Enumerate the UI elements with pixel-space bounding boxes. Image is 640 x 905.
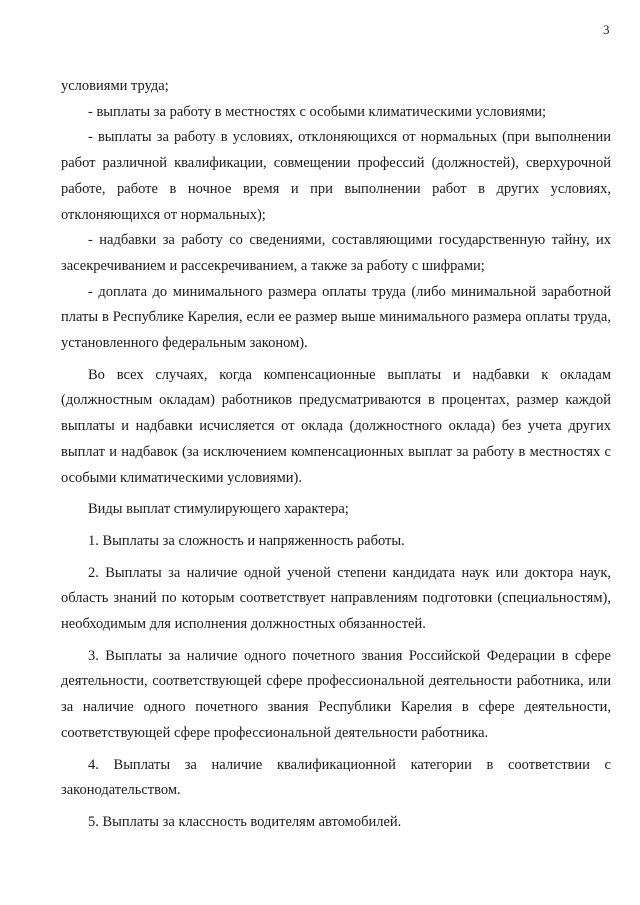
paragraph-stimulus-heading: Виды выплат стимулирующего характера;	[88, 501, 349, 518]
list-item-4: 4. Выплаты за наличие квалификационной категории в соответствии с законодательством.	[61, 756, 611, 799]
document-body	[61, 74, 611, 836]
paragraph-state-secret: - надбавки за работу со сведениями, составляющими государственную тайну, их засекречиванием и рассекречиванием, а также за работу с шифрами;	[61, 232, 611, 274]
list-item-5: 5. Выплаты за классность водителям автомобилей.	[88, 813, 402, 830]
list-item-1: 1. Выплаты за сложность и напряженность работы.	[88, 532, 405, 549]
paragraph-percent-calculation: Во всех случаях, когда компенсационные выплаты и надбавки к окладам (должностным окладам) работников предусматриваются в процентах, размер каждой выплаты и надбавки исчисляется от оклада (должностного оклада) без учета других выплат и надбавок (за исключением компенсационных выплат за работу в местностях с особыми климатическими условиями).	[61, 366, 611, 486]
list-item-2: 2. Выплаты за наличие одной ученой степени кандидата наук или доктора наук, область знаний по которым соответствует направлениям подготовки (специальностям), необходимым для исполнения должностных обязанностей.	[61, 564, 611, 633]
paragraph-climate-payments: - выплаты за работу в местностях с особыми климатическими условиями;	[88, 103, 547, 120]
list-item-3: 3. Выплаты за наличие одного почетного звания Российской Федерации в сфере деятельности, соответствующей сфере профессиональной деятельности работника, или за наличие одного почетного звания Республики Карелия в сфере деятельности, соответствующей сфере профессиональной деятельности работника.	[61, 647, 611, 741]
page-number: 3	[603, 22, 610, 37]
paragraph-conditions-end: условиями труда;	[61, 78, 169, 94]
paragraph-minimum-wage: - доплата до минимального размера оплаты труда (либо минимальной заработной платы в Республике Карелия, если ее размер выше минимального размера оплаты труда, установленного федеральным законом).	[61, 283, 611, 352]
paragraph-abnormal-conditions: - выплаты за работу в условиях, отклоняющихся от нормальных (при выполнении работ различной квалификации, совмещении профессий (должностей), сверхурочной работе, работе в ночное время и при выполнении работ в других условиях, отклоняющихся от нормальных);	[61, 129, 611, 223]
